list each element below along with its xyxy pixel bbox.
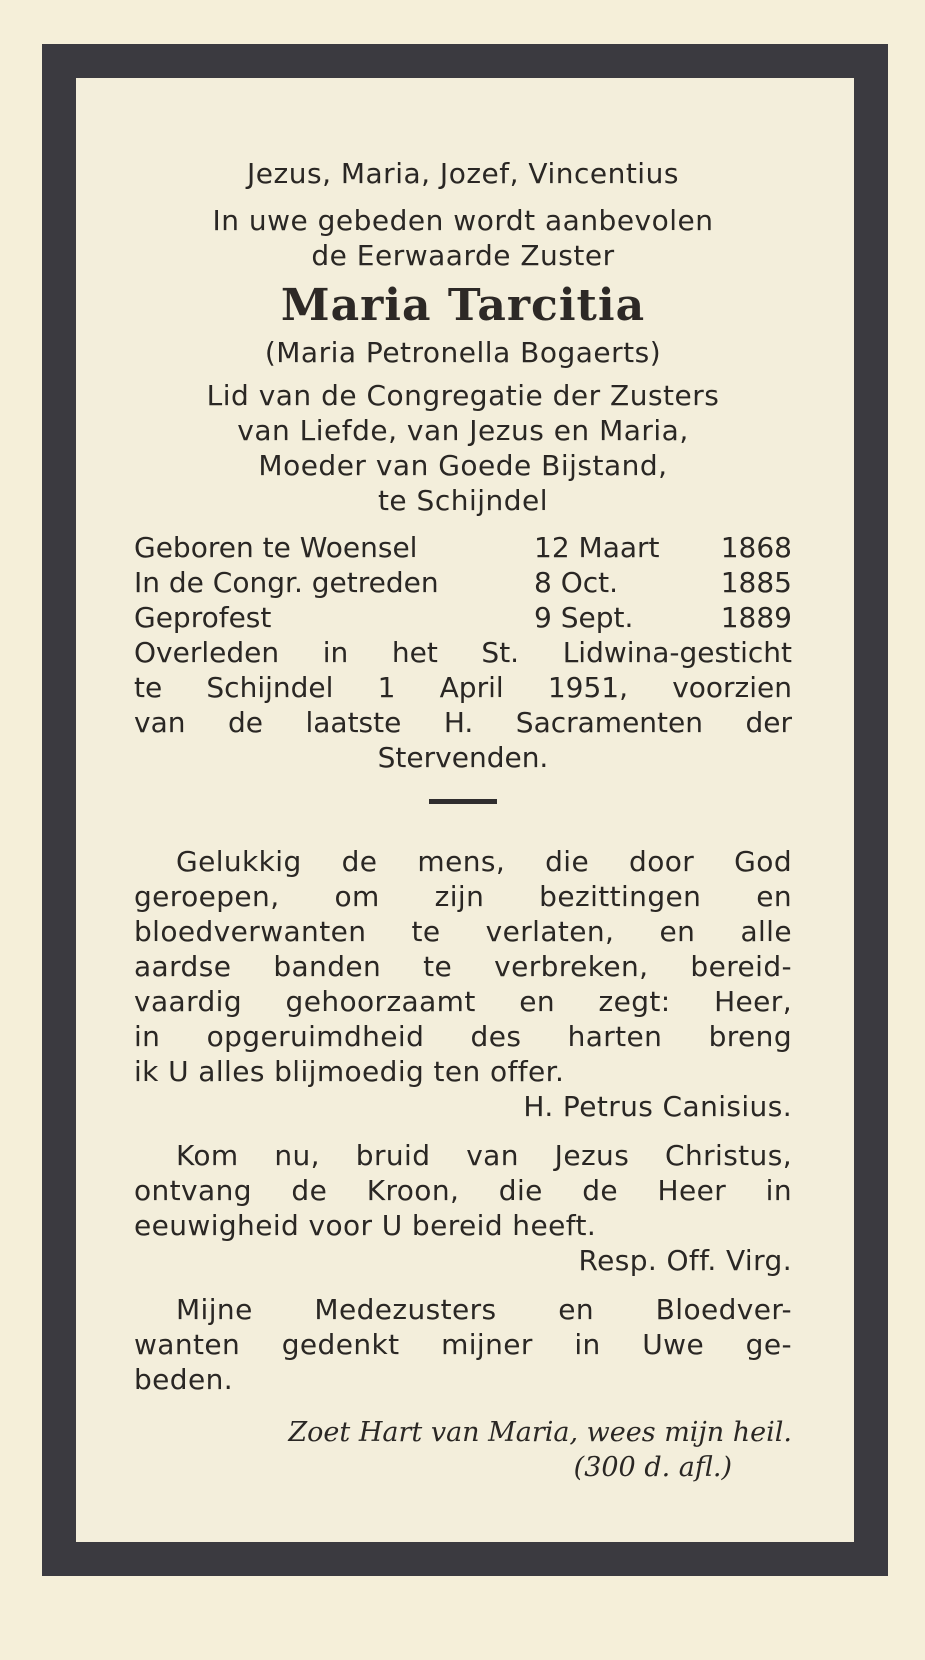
invocation: Jezus, Maria, Jozef, Vincentius xyxy=(247,157,679,190)
congregation-line: te Schijndel xyxy=(377,484,549,517)
memorial-card xyxy=(42,44,888,1576)
quote-line: in opgeruimdheid des harten breng xyxy=(134,1020,792,1053)
quote-line: bloedverwanten te verlaten, en alle xyxy=(134,915,792,948)
quote-line: beden. xyxy=(134,1363,234,1396)
date-year: 1885 xyxy=(720,566,792,599)
date-label: In de Congr. getreden xyxy=(134,566,439,599)
death-line: Overleden in het St. Lidwina-gesticht xyxy=(134,636,792,669)
deceased-name: Maria Tarcitia xyxy=(280,280,646,331)
quote-canisius xyxy=(134,844,792,1124)
congregation-line: van Liefde, van Jezus en Maria, xyxy=(237,414,689,447)
date-value: 9 Sept. xyxy=(534,601,634,634)
indulgence-note: (300 d. afl.) xyxy=(573,1452,732,1483)
divider xyxy=(429,799,497,804)
card-content xyxy=(76,78,854,1542)
birth-name: (Maria Petronella Bogaerts) xyxy=(264,336,662,369)
date-row-professed xyxy=(134,600,792,635)
quote-line: Gelukkig de mens, die door God xyxy=(176,845,792,878)
congregation xyxy=(134,378,792,518)
quote-line: eeuwigheid voor U bereid heeft. xyxy=(134,1209,597,1242)
death-line: van de laatste H. Sacramenten der xyxy=(134,706,792,739)
quote-line: aardse banden te verbreken, bereid- xyxy=(134,950,792,983)
life-dates xyxy=(134,530,792,775)
date-year: 1868 xyxy=(720,531,792,564)
quote-attribution: H. Petrus Canisius. xyxy=(523,1090,792,1123)
date-row-born xyxy=(134,530,792,565)
quote-line: Kom nu, bruid van Jezus Christus, xyxy=(176,1139,792,1172)
death-line: te Schijndel 1 April 1951, voorzien xyxy=(134,671,792,704)
congregation-line: Moeder van Goede Bijstand, xyxy=(258,449,668,482)
congregation-line: Lid van de Congregatie der Zusters xyxy=(206,379,720,412)
recommend-line: In uwe gebeden wordt aanbevolen xyxy=(212,204,714,237)
quote-line: Mijne Medezusters en Bloedver- xyxy=(176,1293,792,1326)
date-row-entered xyxy=(134,565,792,600)
recommendation xyxy=(134,203,792,273)
recommend-line: de Eerwaarde Zuster xyxy=(311,239,615,272)
quote-line: wanten gedenkt mijner in Uwe ge- xyxy=(134,1328,792,1361)
closing-request xyxy=(134,1292,792,1397)
quote-line: ontvang de Kroon, die de Heer in xyxy=(134,1174,792,1207)
date-value: 8 Oct. xyxy=(534,566,619,599)
indulgence-prayer xyxy=(134,1415,792,1485)
prayer-line: Zoet Hart van Maria, wees mijn heil. xyxy=(288,1417,792,1448)
quote-responsory xyxy=(134,1138,792,1278)
date-label: Geprofest xyxy=(134,601,272,634)
date-value: 12 Maart xyxy=(534,531,660,564)
quote-line: ik U alles blijmoedig ten offer. xyxy=(134,1055,565,1088)
quote-line: vaardig gehoorzaamt en zegt: Heer, xyxy=(134,985,792,1018)
death-line: Stervenden. xyxy=(377,741,549,774)
quote-attribution: Resp. Off. Virg. xyxy=(578,1244,792,1277)
date-year: 1889 xyxy=(720,601,792,634)
quote-line: geroepen, om zijn bezittingen en xyxy=(134,880,792,913)
date-label: Geboren te Woensel xyxy=(134,531,418,564)
